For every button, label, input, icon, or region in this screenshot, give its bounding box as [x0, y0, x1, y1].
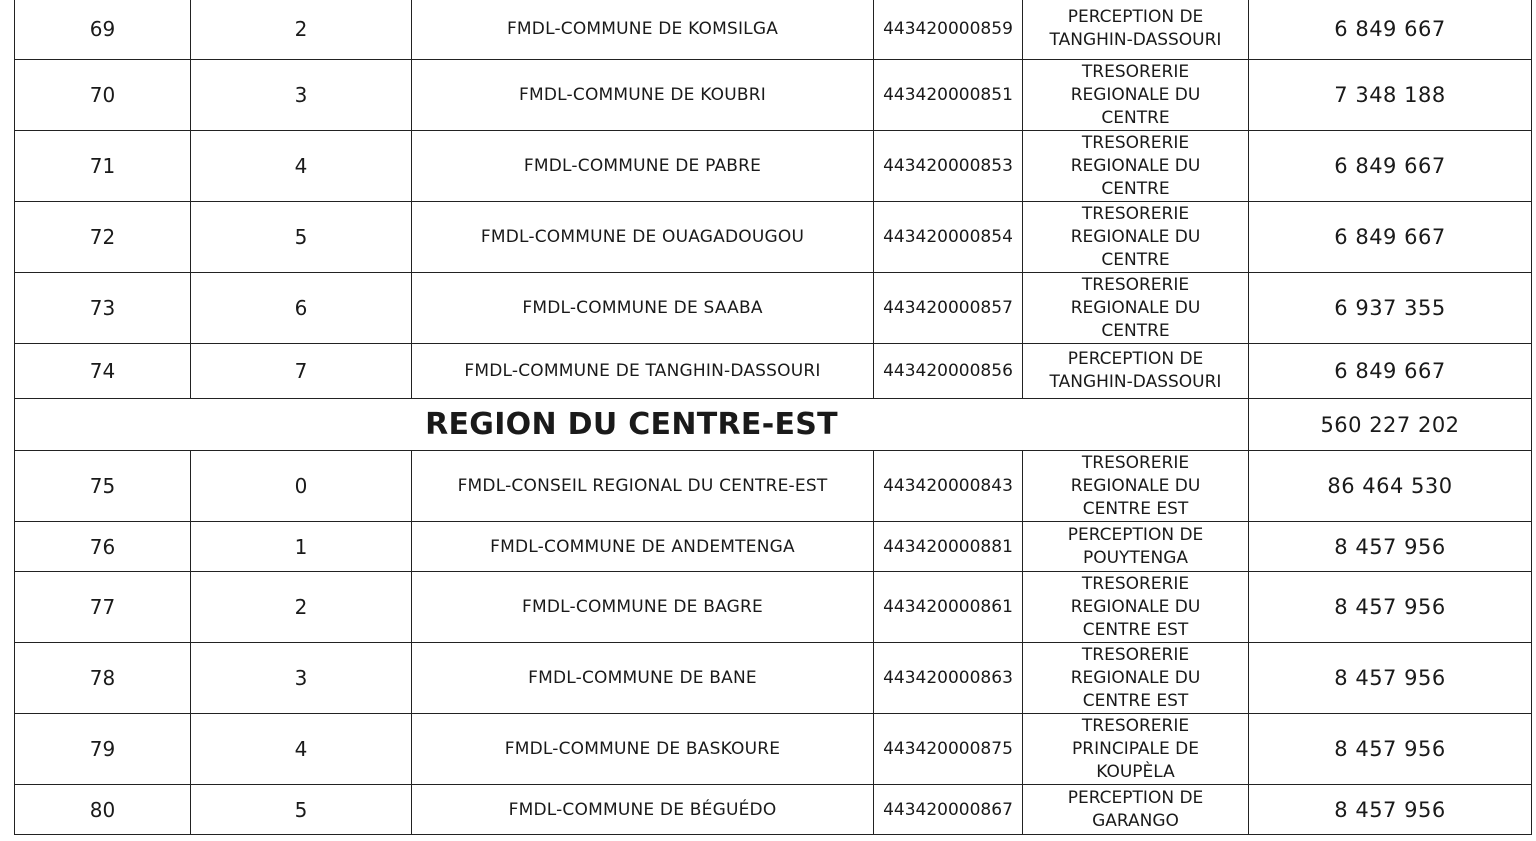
treasury-line: PERCEPTION DE — [1067, 787, 1204, 808]
treasury-line: PERCEPTION DE — [1067, 349, 1204, 369]
treasury-cell — [1023, 522, 1249, 572]
treasury-line: TRESORERIE — [1081, 132, 1190, 153]
table-row — [15, 714, 1532, 785]
row-number-cell: 74 — [15, 344, 191, 399]
treasury-line: KOUPÈLA — [1096, 761, 1175, 782]
row-order-cell: 5 — [191, 785, 412, 835]
treasury-line: TRESORERIE — [1081, 573, 1190, 594]
treasury-line: CENTRE — [1101, 178, 1170, 199]
table-row — [15, 572, 1532, 643]
row-order-cell: 2 — [191, 572, 412, 643]
treasury-cell — [1023, 451, 1249, 522]
row-number-cell: 75 — [15, 451, 191, 522]
treasury-line: CENTRE — [1101, 107, 1170, 128]
treasury-cell — [1023, 572, 1249, 643]
beneficiary-name-cell: FMDL-COMMUNE DE BASKOURE — [412, 714, 874, 785]
account-number-cell: 443420000881 — [874, 522, 1023, 572]
treasury-line: TRESORERIE — [1081, 203, 1190, 224]
row-number-cell: 69 — [15, 0, 191, 60]
row-number-cell: 76 — [15, 522, 191, 572]
account-number-cell: 443420000859 — [874, 0, 1023, 60]
treasury-line: TRESORERIE — [1081, 715, 1190, 736]
account-number-cell: 443420000843 — [874, 451, 1023, 522]
treasury-cell — [1023, 131, 1249, 202]
treasury-line: CENTRE — [1101, 249, 1170, 270]
account-number-cell: 443420000854 — [874, 202, 1023, 273]
region-title: REGION DU CENTRE-EST — [15, 399, 1249, 451]
treasury-line: PERCEPTION DE — [1067, 7, 1204, 27]
row-order-cell: 5 — [191, 202, 412, 273]
treasury-cell — [1023, 643, 1249, 714]
row-order-cell: 2 — [191, 0, 412, 60]
row-order-cell: 7 — [191, 344, 412, 399]
amount-cell: 8 457 956 — [1249, 714, 1532, 785]
row-order-cell: 0 — [191, 451, 412, 522]
beneficiary-name-cell: FMDL-COMMUNE DE OUAGADOUGOU — [412, 202, 874, 273]
beneficiary-name-cell: FMDL-COMMUNE DE KOMSILGA — [412, 0, 874, 60]
amount-cell: 6 849 667 — [1249, 344, 1532, 399]
amount-cell: 6 937 355 — [1249, 273, 1532, 344]
treasury-cell — [1023, 0, 1249, 60]
treasury-cell — [1023, 273, 1249, 344]
treasury-line: REGIONALE DU — [1070, 155, 1201, 176]
amount-cell: 6 849 667 — [1249, 202, 1532, 273]
treasury-line: PERCEPTION DE — [1067, 524, 1204, 545]
amount-cell: 8 457 956 — [1249, 785, 1532, 835]
amount-cell: 86 464 530 — [1249, 451, 1532, 522]
treasury-cell — [1023, 202, 1249, 273]
amount-cell: 8 457 956 — [1249, 522, 1532, 572]
treasury-cell — [1023, 714, 1249, 785]
table-row — [15, 785, 1532, 835]
treasury-cell — [1023, 785, 1249, 835]
treasury-line: TANGHIN-DASSOURI — [1049, 372, 1222, 392]
amount-cell: 6 849 667 — [1249, 0, 1532, 60]
amount-cell: 8 457 956 — [1249, 572, 1532, 643]
table-row — [15, 643, 1532, 714]
beneficiary-name-cell: FMDL-COMMUNE DE BANE — [412, 643, 874, 714]
treasury-line: TRESORERIE — [1081, 61, 1190, 82]
row-number-cell: 73 — [15, 273, 191, 344]
beneficiary-name-cell: FMDL-COMMUNE DE BÉGUÉDO — [412, 785, 874, 835]
account-number-cell: 443420000857 — [874, 273, 1023, 344]
treasury-line: TRESORERIE — [1081, 452, 1190, 473]
treasury-line: REGIONALE DU — [1070, 596, 1201, 617]
treasury-cell — [1023, 344, 1249, 399]
treasury-line: CENTRE EST — [1082, 498, 1189, 519]
treasury-line: REGIONALE DU — [1070, 84, 1201, 105]
allocation-table — [14, 0, 1532, 835]
treasury-line: REGIONALE DU — [1070, 667, 1201, 688]
treasury-line: TRESORERIE — [1081, 644, 1190, 665]
account-number-cell: 443420000851 — [874, 60, 1023, 131]
table-row — [15, 0, 1532, 60]
row-order-cell: 3 — [191, 60, 412, 131]
row-order-cell: 6 — [191, 273, 412, 344]
table-row — [15, 273, 1532, 344]
account-number-cell: 443420000853 — [874, 131, 1023, 202]
account-number-cell: 443420000861 — [874, 572, 1023, 643]
treasury-line: CENTRE — [1101, 320, 1170, 341]
account-number-cell: 443420000856 — [874, 344, 1023, 399]
beneficiary-name-cell: FMDL-COMMUNE DE ANDEMTENGA — [412, 522, 874, 572]
treasury-line: CENTRE EST — [1082, 690, 1189, 711]
beneficiary-name-cell: FMDL-COMMUNE DE BAGRE — [412, 572, 874, 643]
row-order-cell: 4 — [191, 714, 412, 785]
table-row — [15, 202, 1532, 273]
beneficiary-name-cell: FMDL-COMMUNE DE PABRE — [412, 131, 874, 202]
account-number-cell: 443420000875 — [874, 714, 1023, 785]
treasury-line: PRINCIPALE DE — [1072, 738, 1199, 759]
amount-cell: 8 457 956 — [1249, 643, 1532, 714]
region-header-row — [15, 399, 1532, 451]
treasury-cell — [1023, 60, 1249, 131]
treasury-line: REGIONALE DU — [1070, 297, 1201, 318]
table-row — [15, 344, 1532, 399]
row-number-cell: 77 — [15, 572, 191, 643]
account-number-cell: 443420000863 — [874, 643, 1023, 714]
table-row — [15, 60, 1532, 131]
amount-cell: 6 849 667 — [1249, 131, 1532, 202]
table-row — [15, 451, 1532, 522]
treasury-line: CENTRE EST — [1082, 619, 1189, 640]
row-number-cell: 70 — [15, 60, 191, 131]
region-section — [15, 399, 1532, 451]
row-number-cell: 80 — [15, 785, 191, 835]
row-order-cell: 1 — [191, 522, 412, 572]
row-number-cell: 72 — [15, 202, 191, 273]
row-number-cell: 78 — [15, 643, 191, 714]
row-number-cell: 79 — [15, 714, 191, 785]
beneficiary-name-cell: FMDL-COMMUNE DE KOUBRI — [412, 60, 874, 131]
row-order-cell: 4 — [191, 131, 412, 202]
treasury-line: GARANGO — [1092, 810, 1179, 831]
row-number-cell: 71 — [15, 131, 191, 202]
amount-cell: 7 348 188 — [1249, 60, 1532, 131]
treasury-line: POUYTENGA — [1082, 547, 1189, 568]
account-number-cell: 443420000867 — [874, 785, 1023, 835]
table-body-centre — [15, 0, 1532, 399]
table-row — [15, 522, 1532, 572]
treasury-line: REGIONALE DU — [1070, 226, 1201, 247]
treasury-line: TRESORERIE — [1081, 274, 1190, 295]
treasury-line: TANGHIN-DASSOURI — [1049, 30, 1222, 50]
table-row — [15, 131, 1532, 202]
table-body-centre-est — [15, 451, 1532, 835]
beneficiary-name-cell: FMDL-COMMUNE DE SAABA — [412, 273, 874, 344]
beneficiary-name-cell: FMDL-COMMUNE DE TANGHIN-DASSOURI — [412, 344, 874, 399]
region-total-amount: 560 227 202 — [1249, 399, 1532, 451]
treasury-line: REGIONALE DU — [1070, 475, 1201, 496]
row-order-cell: 3 — [191, 643, 412, 714]
beneficiary-name-cell: FMDL-CONSEIL REGIONAL DU CENTRE-EST — [412, 451, 874, 522]
